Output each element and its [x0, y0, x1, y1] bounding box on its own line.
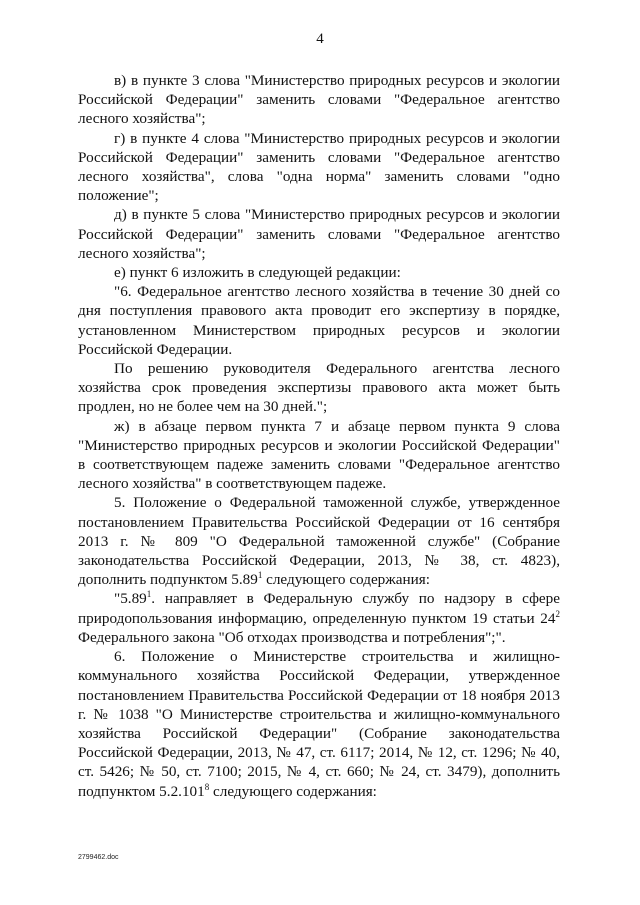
- paragraph-point-6: "6. Федеральное агентство лесного хозяйства в течение 30 дней со дня поступления правового акта проводит его экспертизу в порядке, установленном Министерством природных ресурсов и экологии Российской Федерации.: [78, 283, 560, 358]
- item-6-tail: следующего содержания:: [209, 782, 377, 800]
- paragraph-e: е) пункт 6 изложить в следующей редакции:: [114, 264, 401, 282]
- paragraph-item-5: [78, 493, 560, 589]
- article-24-superscript: 2: [555, 608, 560, 619]
- item-5-superscript: 1: [257, 570, 263, 581]
- sub-5-89-tail: Федерального закона "Об отходах производства и потребления";".: [78, 628, 506, 646]
- paragraph-v: в) в пункте 3 слова "Министерство природных ресурсов и экологии Российской Федерации" заменить словами "Федеральное агентство лесного хозяйства";: [78, 72, 560, 128]
- sub-5-89-text: . направляет в Федеральную службу по надзору в сфере природопользования информацию, определенную пунктом 19 статьи 24: [78, 590, 560, 627]
- document-body: [78, 71, 560, 801]
- item-5-text: 5. Положение о Федеральной таможенной службе, утвержденное постановлением Правительства Российской Федерации от 16 сентября 2013 г. № 809 "О Федеральной таможенной службе" (Собрание законодательства Российской Федерации, 2013, № 38, ст. 4823), дополнить подпунктом 5.89: [78, 494, 560, 589]
- paragraph-g: г) в пункте 4 слова "Министерство природных ресурсов и экологии Российской Федерации" заменить словами "Федеральное агентство лесного хозяйства", слова "одна норма" заменить словами "одно положение";: [78, 129, 560, 205]
- footer-file-code: 2799462.doc: [78, 854, 119, 861]
- sub-5-89-superscript: 1: [146, 589, 152, 600]
- page-number: 4: [316, 31, 324, 47]
- paragraph-d: д) в пункте 5 слова "Министерство природных ресурсов и экологии Российской Федерации" заменить словами "Федеральное агентство лесного хозяйства";: [78, 206, 560, 262]
- sub-5-89-lead: "5.89: [114, 590, 147, 608]
- item-5-tail: следующего содержания:: [262, 571, 430, 589]
- paragraph-extension: По решению руководителя Федерального агентства лесного хозяйства срок проведения экспертизы правового акта может быть продлен, но не более чем на 30 дней.";: [78, 360, 560, 416]
- paragraph-item-6: [78, 647, 560, 801]
- paragraph-5-89-1: [78, 589, 560, 647]
- paragraph-zh: ж) в абзаце первом пункта 7 и абзаце первом пункта 9 слова "Министерство природных ресурсов и экологии Российской Федерации" в соответствующем падеже заменить словами "Федеральное агентство лесного хозяйства" в соответствующем падеже.: [78, 417, 560, 493]
- item-6-superscript: 8: [204, 781, 210, 792]
- item-6-text: 6. Положение о Министерстве строительства и жилищно-коммунального хозяйства Российской Федерации, утвержденное постановлением Правительства Российской Федерации от 18 ноября 2013 г. № 1038 "О Министерстве строительства и жилищно-коммунального хозяйства Российской Федерации" (Собрание законодательства Российской Федерации, 2013, № 47, ст. 6117; 2014, № 12, ст. 1296; № 40, ст. 5426; № 50, ст. 7100; 2015, № 4, ст. 660; № 24, ст. 3479), дополнить подпунктом 5.2.101: [78, 648, 560, 800]
